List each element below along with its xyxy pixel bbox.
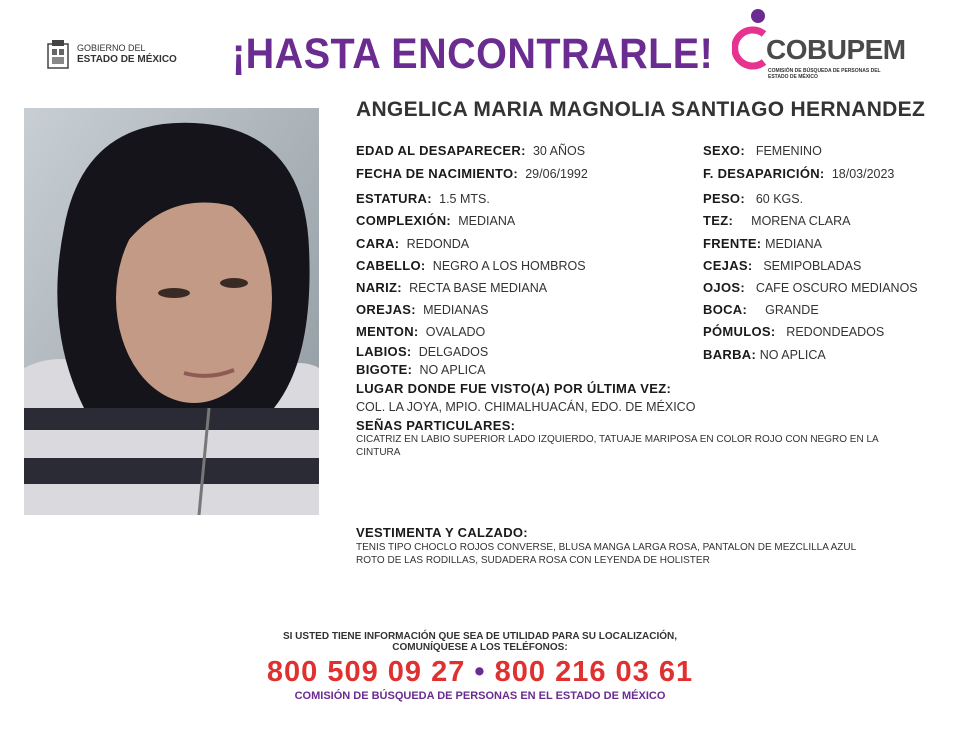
field-complexion-key: TEZ:	[703, 213, 734, 228]
field-beard-value: NO APLICA	[759, 348, 826, 362]
last-seen-label: LUGAR DONDE FUE VISTO(A) POR ÚLTIMA VEZ:	[356, 381, 672, 396]
field-height	[356, 191, 490, 206]
field-eyebrows-value: SEMIPOBLADAS	[763, 259, 862, 273]
phone-2[interactable]: 800 216 03 61	[494, 656, 694, 688]
field-mouth-key: BOCA:	[703, 302, 748, 317]
gov-line1: GOBIERNO DEL	[77, 43, 146, 53]
field-cheekbones	[703, 324, 884, 339]
field-age-value: 30 AÑOS	[532, 144, 586, 158]
field-eyes-key: OJOS:	[703, 280, 745, 295]
info-line1: SI USTED TIENE INFORMACIÓN QUE SEA DE UTILIDAD PARA SU LOCALIZACIÓN,	[282, 631, 678, 642]
field-complexion	[703, 213, 851, 228]
gov-line2: ESTADO DE MÉXICO	[77, 54, 177, 65]
marks-line1: CICATRIZ EN LABIO SUPERIOR LADO IZQUIERDO, TATUAJE MARIPOSA EN COLOR ROJO CON NEGRO EN LA	[356, 434, 879, 445]
field-forehead-value: MEDIANA	[765, 237, 823, 251]
field-mustache-key: BIGOTE:	[356, 362, 413, 377]
field-age-key: EDAD AL DESAPARECER:	[356, 143, 526, 158]
government-logo	[45, 38, 177, 70]
field-weight-value: 60 KGS.	[755, 192, 804, 206]
field-ears-key: OREJAS:	[356, 302, 416, 317]
field-nose-value: RECTA BASE MEDIANA	[409, 281, 548, 295]
field-build	[356, 213, 515, 228]
field-build-value: MEDIANA	[458, 214, 516, 228]
field-chin-key: MENTON:	[356, 324, 419, 339]
field-ears	[356, 302, 488, 317]
field-height-value: 1.5 MTS.	[439, 192, 490, 206]
info-request	[0, 631, 960, 653]
marks-label: SEÑAS PARTICULARES:	[356, 418, 516, 433]
field-chin-value: OVALADO	[425, 325, 486, 339]
field-cheekbones-value: REDONDEADOS	[786, 325, 885, 339]
phone-separator: •	[474, 656, 486, 688]
field-lips-value: DELGADOS	[418, 345, 489, 359]
phone-1[interactable]: 800 509 09 27	[266, 656, 466, 688]
state-seal-icon	[45, 38, 71, 70]
person-photo	[24, 108, 319, 515]
clothing-label: VESTIMENTA Y CALZADO:	[356, 525, 528, 540]
field-mouth	[703, 302, 819, 317]
field-beard-key: BARBA:	[703, 347, 757, 362]
field-weight-key: PESO:	[703, 191, 745, 206]
field-birthdate-key: FECHA DE NACIMIENTO:	[356, 166, 518, 181]
field-age	[356, 143, 585, 158]
field-birthdate-value: 29/06/1992	[525, 167, 588, 181]
field-cheekbones-key: PÓMULOS:	[703, 324, 776, 339]
field-chin	[356, 324, 485, 339]
field-disappearance-date-value: 18/03/2023	[831, 167, 895, 181]
field-hair	[356, 258, 586, 273]
field-mustache	[356, 362, 486, 377]
field-sex-key: SEXO:	[703, 143, 745, 158]
field-forehead	[703, 236, 822, 251]
field-nose-key: NARIZ:	[356, 280, 402, 295]
field-eyes	[703, 280, 918, 295]
field-beard	[703, 347, 826, 362]
field-disappearance-date	[703, 166, 894, 181]
field-hair-key: CABELLO:	[356, 258, 426, 273]
cobupem-name: COBUPEM	[766, 34, 906, 65]
headline: ¡HASTA ENCONTRARLE!	[232, 30, 714, 78]
field-forehead-key: FRENTE:	[703, 236, 762, 251]
field-ears-value: MEDIANAS	[423, 303, 489, 317]
field-disappearance-date-key: F. DESAPARICIÓN:	[703, 166, 825, 181]
field-mouth-value: GRANDE	[765, 303, 819, 317]
field-nose	[356, 280, 547, 295]
person-name: ANGELICA MARIA MAGNOLIA SANTIAGO HERNANDEZ	[356, 98, 926, 121]
marks-line2: CINTURA	[356, 447, 401, 458]
field-face-key: CARA:	[356, 236, 400, 251]
cobupem-subtitle: COMISIÓN DE BÚSQUEDA DE PERSONAS DEL ESTADO DE MÉXICO	[768, 68, 881, 80]
last-seen-value: COL. LA JOYA, MPIO. CHIMALHUACÁN, EDO. DE MÉXICO	[356, 400, 696, 414]
field-complexion-value: MORENA CLARA	[751, 214, 851, 228]
field-lips	[356, 344, 488, 359]
field-lips-key: LABIOS:	[356, 344, 412, 359]
portrait-illustration	[24, 108, 319, 515]
field-sex	[703, 143, 822, 158]
field-eyebrows-key: CEJAS:	[703, 258, 753, 273]
field-face	[356, 236, 469, 251]
info-line2: COMUNÍQUESE A LOS TELÉFONOS:	[392, 642, 568, 653]
field-birthdate	[356, 166, 588, 181]
field-hair-value: NEGRO A LOS HOMBROS	[432, 259, 586, 273]
field-height-key: ESTATURA:	[356, 191, 432, 206]
field-mustache-value: NO APLICA	[419, 363, 486, 377]
field-eyes-value: CAFE OSCURO MEDIANOS	[755, 281, 918, 295]
field-build-key: COMPLEXIÓN:	[356, 213, 452, 228]
clothing-line2: ROTO DE LAS RODILLAS, SUDADERA ROSA CON LEYENDA DE HOLISTER	[356, 555, 710, 566]
field-eyebrows	[703, 258, 861, 273]
cobupem-logo	[732, 6, 906, 86]
field-face-value: REDONDA	[406, 237, 470, 251]
clothing-line1: TENIS TIPO CHOCLO ROJOS CONVERSE, BLUSA MANGA LARGA ROSA, PANTALON DE MEZCLILLA AZUL	[356, 542, 857, 553]
footer-organization: COMISIÓN DE BÚSQUEDA DE PERSONAS EN EL ESTADO DE MÉXICO	[294, 690, 666, 702]
phone-numbers	[0, 656, 960, 689]
field-sex-value: FEMENINO	[755, 144, 822, 158]
field-weight	[703, 191, 803, 206]
